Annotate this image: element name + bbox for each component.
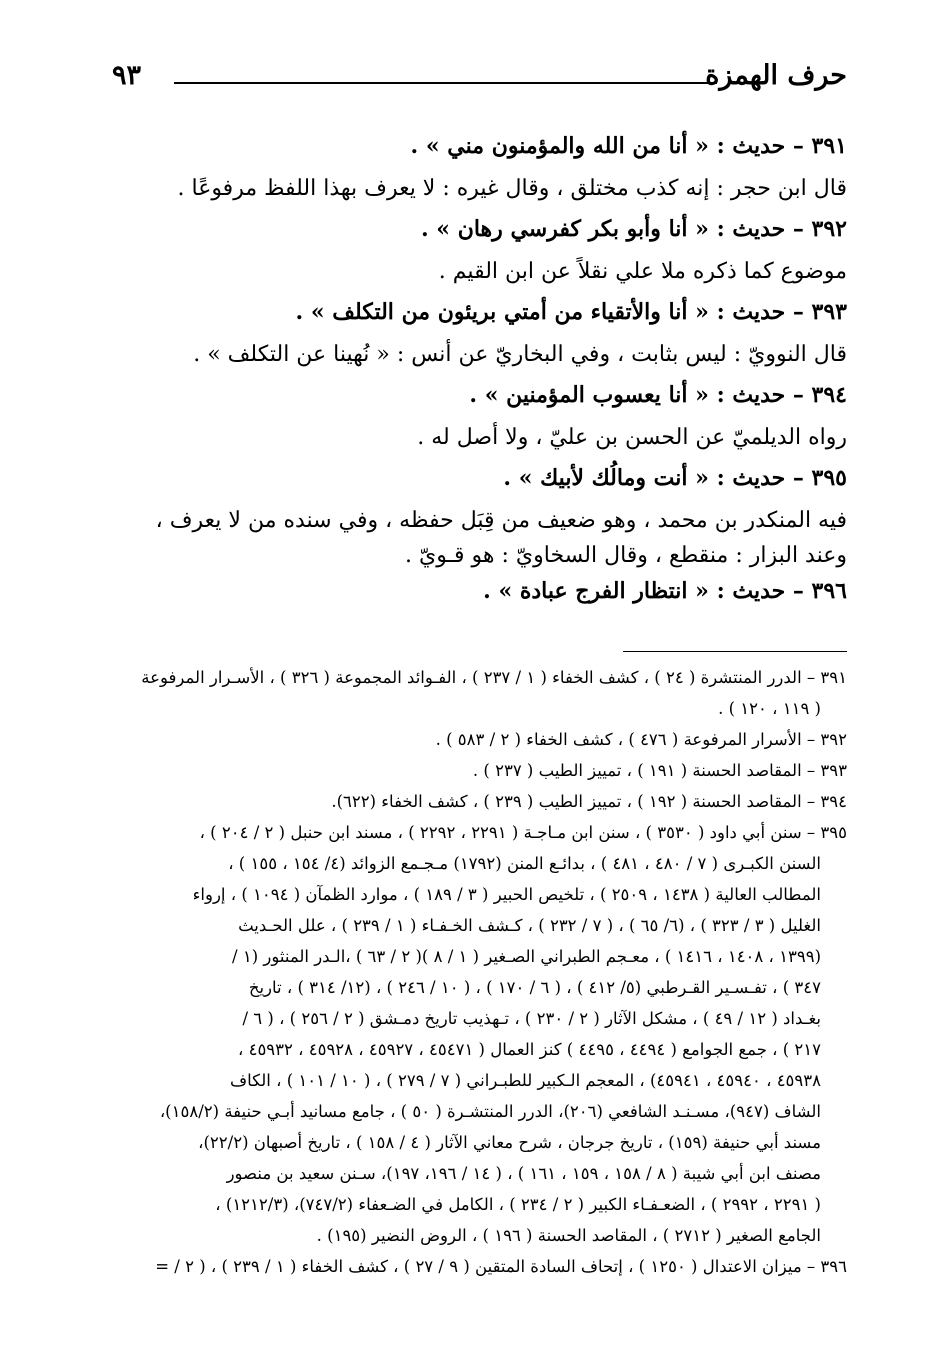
main-text: [120, 126, 847, 613]
footnote-line: ( ١١٩ ، ١٢٠ ) .: [718, 699, 821, 718]
footnote-line: مصنف ابن أبي شيبة ( ٨ / ١٥٨ ، ١٥٩ ، ١٦١ ) ، ( ١٤ / ١٩٦، ١٩٧)، سـنن سعيد بن منصور: [226, 1164, 821, 1183]
hadith-line: ٣٩٢ – حديث : « أنا وأبو بكر كفرسي رهان » .: [420, 216, 847, 242]
footnote-line: السنن الكبـرى ( ٧ / ٤٨٠ ، ٤٨١ ) ، بدائـع المنن (١٧٩٢) مـجـمع الزوائد (٤/ ١٥٤ ، ١٥٥ ) ،: [228, 854, 821, 873]
footnote-line: الشاف (٩٤٧)، مسـنـد الشافعي (٢٠٦)، الدرر المنتشـرة ( ٥٠ ) ، جامع مسانيد أبـي حنيفة (١٥٨/٢)،: [159, 1102, 821, 1121]
hadith-line: ٣٩٦ – حديث : « انتظار الفرج عبادة » .: [483, 578, 847, 604]
footnote-line: ( ٢٢٩١ ، ٢٩٩٢ ) ، الضعـفـاء الكبير ( ٢ / ٢٣٤ ) ، الكامل في الضـعفاء (٧٤٧/٢)، (١٢١٢/٣) ،: [215, 1195, 821, 1214]
footnote-line: ٤٥٩٣٨ ، ٤٥٩٤٠ ، ٤٥٩٤١) ، المعجم الـكبير للطبـراني ( ٧ / ٢٧٩ ) ، ( ١٠ / ١٠١ ) ، الكاف: [230, 1071, 821, 1090]
footnote-line: ٣٩٣ – المقاصد الحسنة ( ١٩١ ) ، تمييز الطيب ( ٢٣٧ ) .: [472, 761, 847, 780]
footnote-line: (١٣٩٩ ، ١٤٠٨ ، ١٤١٦ ) ، معـجم الطبراني الصـغير ( ١ / ٨ )( ٢ / ٦٣ ) ،الـدر المنثور (١ /: [232, 947, 821, 966]
header-rule: [174, 82, 717, 84]
footnote-separator: [623, 651, 847, 652]
footnote-line: مسند أبي حنيفة (١٥٩) ، تاريخ جرجان ، شرح معاني الآثار ( ٤ / ١٥٨ ) ، تاريخ أصبهان (٢٢/٢)،: [198, 1133, 821, 1152]
footnote-line: ٣٩٦ – ميزان الاعتدال ( ١٢٥٠ ) ، إتحاف السادة المتقين ( ٩ / ٢٧ ) ، كشف الخفاء ( ١ / ٢٣٩ ) ، ( ٢ / =: [155, 1257, 847, 1276]
commentary-line: رواه الديلميّ عن الحسن بن عليّ ، ولا أصل له .: [417, 424, 847, 450]
chapter-title: حرف الهمزة: [705, 60, 847, 91]
footnote-line: ٣٩٤ – المقاصد الحسنة ( ١٩٢ ) ، تمييز الطيب ( ٢٣٩ ) ، كشف الخفاء (٦٢٢).: [331, 792, 847, 811]
footnote-line: ٣٩٥ – سنن أبي داود ( ٣٥٣٠ ) ، سنن ابن مـاجـة ( ٢٢٩١ ، ٢٢٩٢ ) ، مسند ابن حنبل ( ٢ / ٢٠٤ ) ،: [199, 823, 847, 842]
footnote-line: ٣٩١ – الدرر المنتشرة ( ٢٤ ) ، كشف الخفاء ( ١ / ٢٣٧ ) ، الفـوائد المجموعة ( ٣٢٦ ) ، الأسـرار المرفوعة: [141, 668, 847, 687]
footnote-line: ٣٤٧ ) ، تفـسـير القـرطبي (٥/ ٤١٢ ) ، ( ٦ / ١٧٠ ) ، ( ١٠ / ٢٤٦ ) ، (١٢/ ٣١٤ ) ، تاريخ: [248, 978, 821, 997]
commentary-line: وعند البزار : منقطع ، وقال السخاويّ : هو قـويّ .: [405, 543, 847, 568]
page-header: [112, 58, 847, 102]
commentary-line: قال النوويّ : ليس بثابت ، وفي البخاريّ عن أنس : « نُهينا عن التكلف » .: [193, 341, 847, 367]
footnote-line: ٢١٧ ) ، جمع الجوامع ( ٤٤٩٤ ، ٤٤٩٥ ) كنز العمال ( ٤٥٤٧١ ، ٤٥٩٢٧ ، ٤٥٩٢٨ ، ٤٥٩٣٢ ،: [238, 1040, 821, 1059]
commentary-line: موضوع كما ذكره ملا علي نقلاً عن ابن القيم .: [438, 258, 847, 284]
footnotes: [112, 662, 847, 1282]
commentary-line: فيه المنكدر بن محمد ، وهو ضعيف من قِبَل حفظه ، وفي سنده من لا يعرف ،: [155, 507, 847, 533]
hadith-line: ٣٩٥ – حديث : « أنت ومالُك لأبيك » .: [503, 465, 847, 491]
hadith-line: ٣٩٣ – حديث : « أنا والأتقياء من أمتي بريئون من التكلف » .: [295, 299, 847, 325]
footnote-line: الجامع الصغير ( ٢٧١٢ ) ، المقاصد الحسنة ( ١٩٦ ) ، الروض النضير (١٩٥) .: [316, 1226, 821, 1245]
footnote-line: ٣٩٢ – الأسرار المرفوعة ( ٤٧٦ ) ، كشف الخفاء ( ٢ / ٥٨٣ ) .: [435, 730, 847, 749]
footnote-line: الغليل ( ٣ / ٣٢٣ ) ، (٦/ ٦٥ ) ، ( ٧ / ٢٣٢ ) ، كـشف الخـفـاء ( ١ / ٢٣٩ ) ، علل الحـديث: [238, 916, 821, 935]
hadith-line: ٣٩٤ – حديث : « أنا يعسوب المؤمنين » .: [469, 382, 847, 408]
page-number: ٩٣: [112, 60, 142, 91]
hadith-line: ٣٩١ – حديث : « أنا من الله والمؤمنون مني » .: [410, 133, 847, 159]
commentary-line: قال ابن حجر : إنه كذب مختلق ، وقال غيره : لا يعرف بهذا اللفظ مرفوعًا .: [177, 175, 847, 201]
footnote-line: المطالب العالية ( ١٤٣٨ ، ٢٥٠٩ ) ، تلخيص الحبير ( ٣ / ١٨٩ ) ، موارد الظمآن ( ١٠٩٤ ) ، إرواء: [192, 885, 821, 904]
footnote-line: بغـداد ( ١٢ / ٤٩ ) ، مشكل الآثار ( ٢ / ٢٣٠ ) ، تـهذيب تاريخ دمـشق ( ٢ / ٢٥٦ ) ، ( ٦ /: [242, 1009, 821, 1028]
